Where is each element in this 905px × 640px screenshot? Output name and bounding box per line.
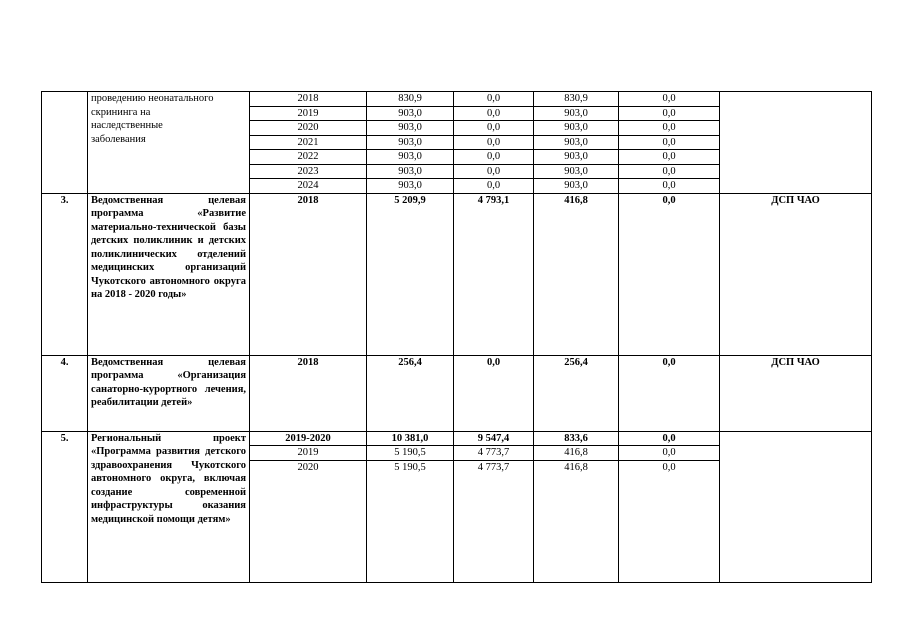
responsible-cell: ДСП ЧАО <box>720 355 872 431</box>
other-cell: 0,0 <box>619 431 720 446</box>
regional-cell: 256,4 <box>534 355 619 431</box>
year-cell: 2022 <box>250 150 367 165</box>
federal-cell: 9 547,4 <box>454 431 534 446</box>
year-cell: 2023 <box>250 164 367 179</box>
total-cell: 256,4 <box>367 355 454 431</box>
event-name-line: наследственные <box>91 120 163 131</box>
total-cell: 903,0 <box>367 121 454 136</box>
total-cell: 903,0 <box>367 106 454 121</box>
year-cell: 2018 <box>250 355 367 431</box>
other-cell: 0,0 <box>619 460 720 582</box>
federal-cell: 4 773,7 <box>454 460 534 582</box>
other-cell: 0,0 <box>619 193 720 355</box>
event-name-line: заболевания <box>91 133 146 145</box>
total-cell: 10 381,0 <box>367 431 454 446</box>
other-cell: 0,0 <box>619 106 720 121</box>
regional-cell: 416,8 <box>534 460 619 582</box>
year-cell: 2018 <box>250 193 367 355</box>
other-cell: 0,0 <box>619 150 720 165</box>
other-cell: 0,0 <box>619 179 720 194</box>
federal-cell: 4 793,1 <box>454 193 534 355</box>
total-cell: 5 190,5 <box>367 460 454 582</box>
funding-table <box>41 91 872 583</box>
total-cell: 903,0 <box>367 179 454 194</box>
regional-cell: 903,0 <box>534 150 619 165</box>
row-number: 4. <box>42 355 88 431</box>
event-name-line: скрининга на <box>91 106 151 118</box>
row-number: 5. <box>42 431 88 582</box>
event-name: Ведомственная целевая программа «Организация санаторно-курортного лечения, реабилитации детей» <box>88 355 250 431</box>
year-cell: 2019 <box>250 106 367 121</box>
year-cell: 2024 <box>250 179 367 194</box>
regional-cell: 903,0 <box>534 164 619 179</box>
table-row <box>42 355 872 431</box>
federal-cell: 0,0 <box>454 355 534 431</box>
federal-cell: 0,0 <box>454 106 534 121</box>
responsible-cell <box>720 92 872 194</box>
total-cell: 5 190,5 <box>367 446 454 461</box>
other-cell: 0,0 <box>619 92 720 107</box>
table-row <box>42 193 872 355</box>
year-cell: 2020 <box>250 121 367 136</box>
regional-cell: 416,8 <box>534 193 619 355</box>
other-cell: 0,0 <box>619 355 720 431</box>
other-cell: 0,0 <box>619 446 720 461</box>
regional-cell: 903,0 <box>534 135 619 150</box>
federal-cell: 0,0 <box>454 135 534 150</box>
federal-cell: 0,0 <box>454 150 534 165</box>
responsible-cell <box>720 431 872 582</box>
event-name <box>88 92 250 194</box>
year-cell: 2021 <box>250 135 367 150</box>
regional-cell: 833,6 <box>534 431 619 446</box>
federal-cell: 0,0 <box>454 164 534 179</box>
federal-cell: 0,0 <box>454 121 534 136</box>
total-cell: 830,9 <box>367 92 454 107</box>
total-cell: 903,0 <box>367 150 454 165</box>
year-cell: 2019 <box>250 446 367 461</box>
total-cell: 903,0 <box>367 135 454 150</box>
regional-cell: 830,9 <box>534 92 619 107</box>
total-cell: 903,0 <box>367 164 454 179</box>
table-row <box>42 92 872 107</box>
federal-cell: 0,0 <box>454 92 534 107</box>
table-row <box>42 431 872 446</box>
other-cell: 0,0 <box>619 121 720 136</box>
federal-cell: 4 773,7 <box>454 446 534 461</box>
row-number: 3. <box>42 193 88 355</box>
regional-cell: 903,0 <box>534 179 619 194</box>
regional-cell: 416,8 <box>534 446 619 461</box>
year-cell: 2020 <box>250 460 367 582</box>
event-name: Ведомственная целевая программа «Развитие материально-технической базы детских поликлиник и детских поликлинических отделений медицинских организаций Чукотского автономного округа на 2018 - 2020 годы» <box>88 193 250 355</box>
year-cell: 2018 <box>250 92 367 107</box>
event-name-line: проведению неонатального <box>91 93 214 104</box>
federal-cell: 0,0 <box>454 179 534 194</box>
event-name: Региональный проект «Программа развития детского здравоохранения Чукотского автономного округа, включая создание современной инфраструктуры оказания медицинской помощи детям» <box>88 431 250 582</box>
total-cell: 5 209,9 <box>367 193 454 355</box>
other-cell: 0,0 <box>619 164 720 179</box>
responsible-cell: ДСП ЧАО <box>720 193 872 355</box>
other-cell: 0,0 <box>619 135 720 150</box>
row-number <box>42 92 88 194</box>
regional-cell: 903,0 <box>534 121 619 136</box>
year-cell: 2019-2020 <box>250 431 367 446</box>
regional-cell: 903,0 <box>534 106 619 121</box>
